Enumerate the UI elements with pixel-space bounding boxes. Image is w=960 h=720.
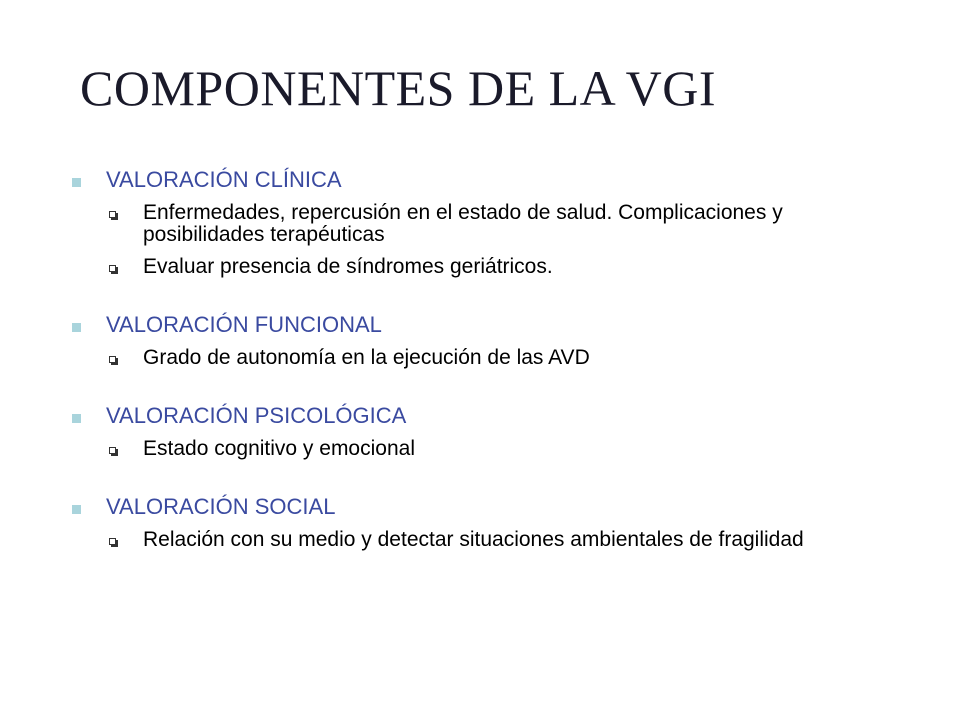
list-item-text: Relación con su medio y detectar situaciones ambientales de fragilidad	[143, 528, 804, 551]
checkbox-bullet-icon	[109, 447, 116, 454]
checkbox-bullet-icon	[109, 538, 116, 545]
checkbox-bullet-icon	[109, 265, 116, 272]
checkbox-bullet-icon	[109, 356, 116, 363]
section-heading: VALORACIÓN CLÍNICA	[106, 167, 342, 192]
section-heading-row	[70, 308, 890, 342]
list-item	[106, 438, 890, 460]
section-valoracion-social	[70, 490, 890, 551]
slide-content	[70, 163, 890, 581]
section-heading: VALORACIÓN FUNCIONAL	[106, 312, 382, 337]
section-valoracion-psicologica	[70, 399, 890, 460]
section-heading-row	[70, 399, 890, 433]
section-heading: VALORACIÓN SOCIAL	[106, 494, 336, 519]
list-item	[106, 256, 890, 278]
square-bullet-icon	[72, 323, 81, 332]
list-item	[106, 529, 890, 551]
list-item-text: Estado cognitivo y emocional	[143, 437, 415, 460]
list-item-text: Grado de autonomía en la ejecución de las AVD	[143, 346, 590, 369]
list-item-text: Evaluar presencia de síndromes geriátricos.	[143, 255, 553, 278]
square-bullet-icon	[72, 178, 81, 187]
checkbox-bullet-icon	[109, 211, 116, 218]
list-item-text: Enfermedades, repercusión en el estado de salud. Complicaciones y posibilidades terapéuticas	[143, 201, 783, 246]
section-heading: VALORACIÓN PSICOLÓGICA	[106, 403, 407, 428]
square-bullet-icon	[72, 414, 81, 423]
square-bullet-icon	[72, 505, 81, 514]
slide-title: COMPONENTES DE LA VGI	[80, 60, 716, 116]
section-valoracion-funcional	[70, 308, 890, 369]
section-heading-row	[70, 163, 890, 197]
list-item	[106, 202, 890, 246]
list-item	[106, 347, 890, 369]
section-heading-row	[70, 490, 890, 524]
section-valoracion-clinica	[70, 163, 890, 278]
